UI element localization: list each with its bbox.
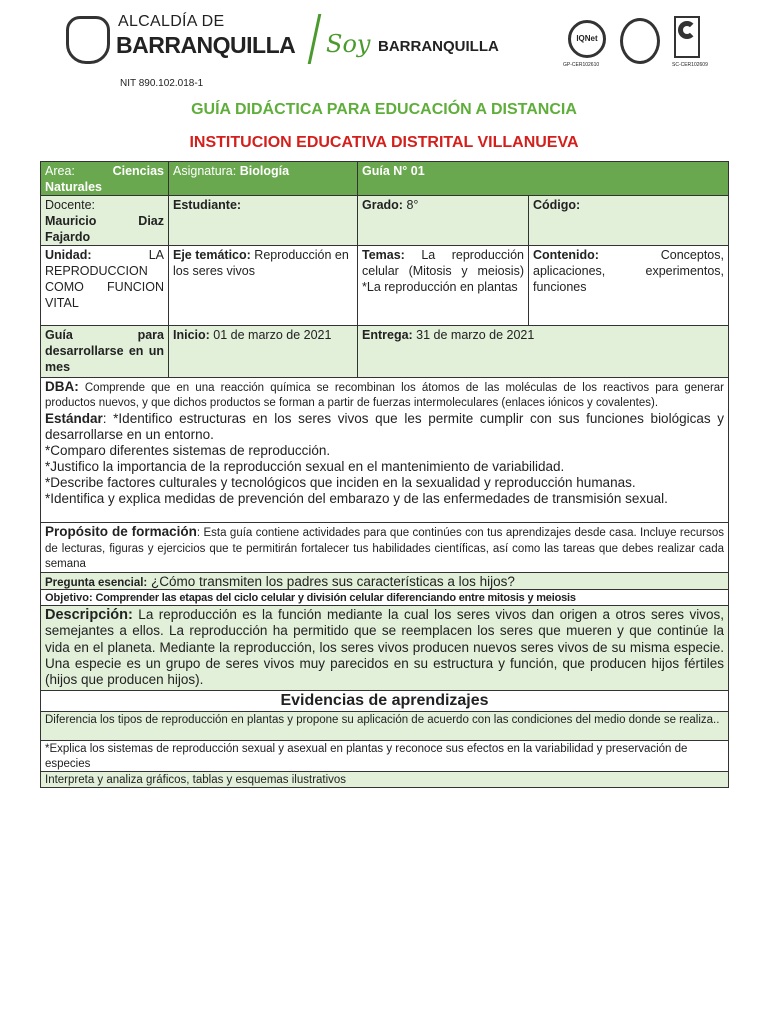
logo-line2: BARRANQUILLA xyxy=(116,32,296,58)
asignatura-cell: Asignatura: Biología xyxy=(168,161,358,196)
proposito-section: Propósito de formación: Esta guía contiene actividades para que continúes con tus aprendizajes desde casa. Incluye recursos de lecturas, figuras y ejercicios que te permitirán fortalecer tus habilidades científicas, así como las tareas que debes realizar cada semana xyxy=(40,522,729,573)
cert3-code: SC-CER102609 xyxy=(672,62,708,68)
soy-logo: Soy xyxy=(326,30,371,58)
inicio-cell: Inicio: 01 de marzo de 2021 xyxy=(168,325,358,378)
unidad-cell: Unidad: LA REPRODUCCION COMO FUNCION VITAL xyxy=(40,245,169,326)
contenido-cell: Contenido: Conceptos, aplicaciones, experimentos, funciones xyxy=(528,245,729,326)
coat-of-arms-logo xyxy=(66,16,110,64)
estudiante-cell: Estudiante: xyxy=(168,195,358,246)
objetivo-section: Objetivo: Comprender las etapas del ciclo celular y división celular diferenciando entre mitosis y meiosis xyxy=(40,589,729,606)
evidencias-title: Evidencias de aprendizajes xyxy=(40,690,729,712)
estandar-item: *Justifico la importancia de la reproducción sexual en el mantenimiento de variabilidad. xyxy=(45,459,565,474)
logo-line1: ALCALDÍA DE xyxy=(118,13,225,30)
estandar-item: *Describe factores culturales y tecnológicos que inciden en la sexualidad y reproducción humanas. xyxy=(45,475,636,490)
descripcion-section: Descripción: La reproducción es la función mediante la cual los seres vivos dan origen a otros seres vivos, semejantes a ellos. La reproducción ha permitido que se reemplacen los seres que mueren y que continúe la vida en el planeta. Mediante la reproducción, los seres vivos producen nuevos seres vivos de su misma especie. Una especie es un grupo de seres vivos muy parecidos en su estructura y función, que producen hijos fértiles (hijos que producen hijos). xyxy=(40,605,729,691)
entrega-cell: Entrega: 31 de marzo de 2021 xyxy=(357,325,729,378)
evidencia-item: *Explica los sistemas de reproducción sexual y asexual en plantas y reconoce sus efectos en la variabilidad y preservación de especies xyxy=(40,740,729,772)
grado-cell: Grado: 8° xyxy=(357,195,529,246)
estandar-item: *Comparo diferentes sistemas de reproducción. xyxy=(45,443,331,458)
area-cell: Area: Ciencias Naturales xyxy=(40,161,169,196)
colombia-seal xyxy=(620,18,660,64)
institution-name: INSTITUCION EDUCATIVA DISTRITAL VILLANUEVA xyxy=(189,134,579,151)
logo-divider xyxy=(308,14,322,64)
iqnet-seal: IQNet xyxy=(568,20,606,58)
estandar-item: *Identifica y explica medidas de prevención del embarazo y de las enfermedades de transmisión sexual. xyxy=(45,491,668,506)
eje-tematico-cell: Eje temático: Reproducción en los seres vivos xyxy=(168,245,358,326)
icontec-seal xyxy=(674,16,700,58)
docente-cell: Docente: Mauricio Diaz Fajardo xyxy=(40,195,169,246)
evidencia-item: Diferencia los tipos de reproducción en plantas y propone su aplicación de acuerdo con las condiciones del medio donde se realiza.. xyxy=(40,711,729,741)
soy-brand: BARRANQUILLA xyxy=(378,38,499,55)
cert1-code: GP-CER102610 xyxy=(563,62,600,68)
codigo-cell: Código: xyxy=(528,195,729,246)
guia-mes-cell: Guía para desarrollarse en un mes xyxy=(40,325,169,378)
pregunta-section: Pregunta esencial: ¿Cómo transmiten los padres sus características a los hijos? xyxy=(40,572,729,590)
guia-number-cell: Guía N° 01 xyxy=(357,161,729,196)
document-title: GUÍA DIDÁCTICA PARA EDUCACIÓN A DISTANCIA xyxy=(191,101,577,118)
nit: NIT 890.102.018-1 xyxy=(120,78,204,89)
evidencia-item: Interpreta y analiza gráficos, tablas y esquemas ilustrativos xyxy=(40,771,729,788)
temas-cell: Temas: La reproducción celular (Mitosis y meiosis) *La reproducción en plantas xyxy=(357,245,529,326)
dba-section: DBA: Comprende que en una reacción química se recombinan los átomos de las moléculas de los reactivos para generar productos nuevos, y que dichos productos se forman a partir de fuerzas intermoleculares (enlaces iónicos y covalentes). Estándar: *Identifico estructuras en los seres vivos que les permite cumplir con sus funciones biológicas y desarrollarse en un entorno. *Comparo diferentes sistemas de reproducción. *Justifico la importancia de la reproducción sexual en el mantenimiento de variabilidad. *Describe factores culturales y tecnológicos que inciden en la sexualidad y reproducción humanas. *Identifica y explica medidas de prevención del embarazo y de las enfermedades de transmisión sexual. xyxy=(40,377,729,523)
